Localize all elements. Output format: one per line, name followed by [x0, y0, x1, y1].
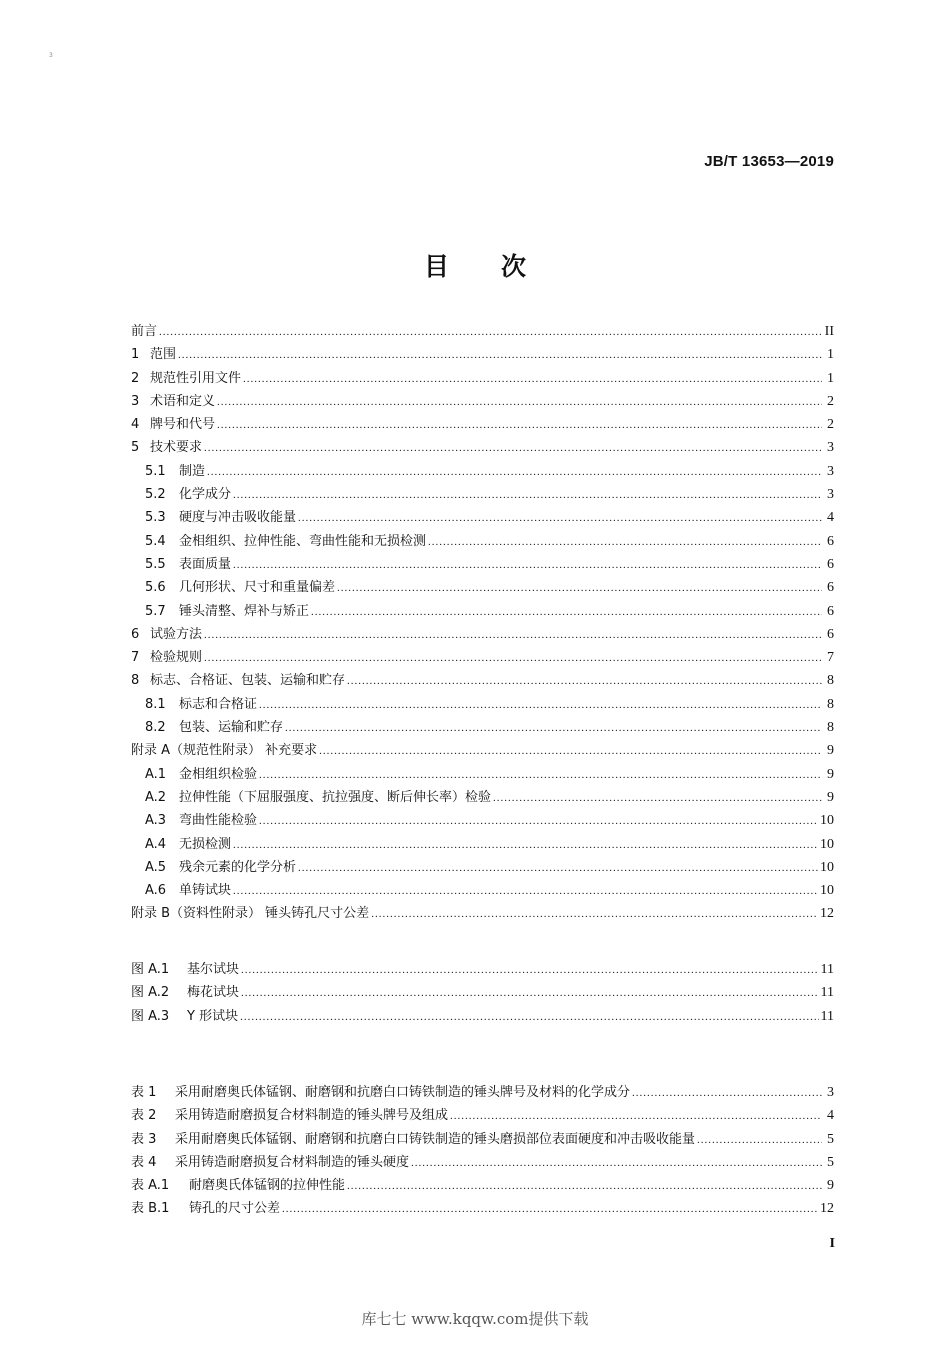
toc-leader-dots [233, 484, 822, 507]
toc-entry-number: 5.2 [145, 487, 166, 503]
toc-entry[interactable] [131, 553, 834, 576]
toc-entry-number: A.4 [145, 836, 167, 852]
toc-entry-number: A.3 [145, 813, 167, 829]
toc-entry-page: 6 [827, 603, 834, 619]
toc-entry[interactable] [131, 856, 834, 879]
toc-entry-label [131, 981, 239, 1004]
toc-entry-label [145, 786, 491, 809]
toc-entry-text: 采用铸造耐磨损复合材料制造的锤头硬度 [175, 1154, 410, 1170]
toc-entry-text: 金相组织、拉伸性能、弯曲性能和无损检测 [179, 533, 427, 549]
toc-entry-text: 前言 [131, 324, 158, 339]
toc-entry-label [131, 902, 369, 925]
toc-entry-text: 术语和定义 [150, 393, 216, 409]
toc-entry-label [145, 576, 335, 599]
toc-entry[interactable] [131, 646, 834, 669]
toc-entry-text: 技术要求 [150, 440, 203, 456]
toc-leader-dots [204, 647, 822, 670]
toc-entry-page: 8 [827, 696, 834, 712]
toc-entry-number: 图 A.2 [131, 985, 170, 1001]
toc-entry-page: 9 [827, 789, 834, 805]
toc-entry-page: 3 [827, 1085, 834, 1100]
toc-leader-dots [347, 1175, 822, 1198]
standard-code: JB/T 13653—2019 [704, 153, 834, 170]
toc-leader-dots [282, 1198, 818, 1221]
toc-entry[interactable] [131, 669, 834, 692]
toc-entry[interactable] [131, 1174, 834, 1197]
toc-entry[interactable] [131, 958, 834, 981]
toc-entry-label [131, 1151, 409, 1174]
toc-entry-text: 几何形状、尺寸和重量偏差 [179, 580, 336, 596]
toc-entry-page: 9 [827, 766, 834, 782]
toc-entry-text: 制造 [179, 463, 206, 479]
toc-entry-number: 2 [131, 370, 140, 386]
toc-entry-label [145, 693, 257, 716]
toc-entry-page: 1 [827, 347, 834, 363]
toc-entry-label [145, 553, 231, 576]
toc-entry-text: 化学成分 [179, 487, 232, 503]
toc-entry[interactable] [131, 483, 834, 506]
toc-entry-page: 10 [820, 859, 834, 875]
toc-leader-dots [428, 531, 822, 554]
toc-entry[interactable] [131, 693, 834, 716]
toc-entry-text: 耐磨奥氏体锰钢的拉伸性能 [189, 1178, 346, 1194]
toc-entry-number: 5 [131, 440, 140, 456]
toc-entry-page: 12 [820, 1201, 834, 1217]
toc-entry[interactable] [131, 1081, 834, 1104]
toc-leader-dots [217, 414, 822, 437]
toc-entry[interactable] [131, 413, 834, 436]
toc-leader-dots [450, 1105, 822, 1128]
toc-leader-dots [178, 344, 822, 367]
toc-leader-dots [259, 764, 822, 787]
toc-entry-label [131, 1174, 345, 1197]
toc-entry-label [131, 1005, 238, 1028]
toc-entry-text: 试验方法 [150, 626, 203, 642]
toc-leader-dots [319, 740, 822, 763]
toc-entry-number: 8.2 [145, 720, 166, 736]
toc-leader-dots [632, 1082, 822, 1105]
toc-entry-number: 表 A.1 [131, 1178, 170, 1194]
toc-entry-text: 标志和合格证 [179, 696, 258, 712]
toc-entry-number: 表 B.1 [131, 1201, 170, 1217]
toc-entry-number: 5.6 [145, 580, 166, 596]
toc-entry[interactable] [131, 320, 834, 343]
toc-leader-dots [493, 787, 822, 810]
toc-entry-number: 表 3 [131, 1131, 157, 1147]
toc-leader-dots [371, 903, 818, 926]
toc-entry[interactable] [131, 530, 834, 553]
toc-leader-dots [697, 1129, 822, 1152]
toc-entry-text: 弯曲性能检验 [179, 813, 258, 829]
toc-entry-label [145, 600, 309, 623]
toc-entry[interactable] [131, 1151, 834, 1174]
toc-entry-label [131, 623, 202, 646]
toc-entry[interactable] [131, 786, 834, 809]
toc-entry-page: 3 [827, 463, 834, 479]
toc-entry-text: 单铸试块 [179, 883, 232, 899]
toc-leader-dots [217, 391, 822, 414]
toc-leader-dots [285, 717, 822, 740]
toc-entry-number: A.6 [145, 883, 167, 899]
toc-entry-label [145, 716, 283, 739]
toc-entry-number: 8.1 [145, 696, 166, 712]
toc-entry-page: 3 [827, 440, 834, 456]
toc-entry[interactable] [131, 506, 834, 529]
toc-entry[interactable] [131, 763, 834, 786]
toc-entry-label [145, 856, 296, 879]
toc-entry-label [145, 833, 231, 856]
toc-entry-page: 5 [827, 1154, 834, 1170]
toc-leader-dots [243, 368, 822, 391]
toc-entry-page: 10 [820, 883, 834, 899]
toc-entry-page: 10 [820, 836, 834, 852]
toc-entry-number: 3 [131, 393, 140, 409]
toc-entry-text: 范围 [150, 347, 177, 363]
toc-entry-page: II [824, 324, 834, 339]
toc-entry-label [145, 879, 231, 902]
toc-entry-text: 铸孔的尺寸公差 [189, 1201, 281, 1217]
toc-entry-page: 9 [827, 1178, 834, 1194]
toc-entry-label [131, 646, 202, 669]
toc-entry-page: 2 [827, 393, 834, 409]
toc-entry[interactable] [131, 436, 834, 459]
toc-entry-text: 采用铸造耐磨损复合材料制造的锤头牌号及组成 [175, 1108, 449, 1124]
toc-entry-label [131, 390, 215, 413]
toc-entry-label [145, 506, 296, 529]
toc-entry-label [131, 1128, 695, 1151]
toc-entry-text: 牌号和代号 [150, 417, 216, 433]
toc-entry[interactable] [131, 343, 834, 366]
toc-leader-dots [233, 880, 818, 903]
toc-entry-number: 表 1 [131, 1085, 157, 1100]
toc-entry-number: A.5 [145, 859, 167, 875]
toc-leader-dots [240, 1006, 818, 1029]
toc-entry[interactable] [131, 1104, 834, 1127]
watermark: 库七七 www.kqqw.com提供下载 [361, 1310, 589, 1328]
toc-entry-text: 拉伸性能（下屈服强度、抗拉强度、断后伸长率）检验 [179, 789, 492, 805]
toc-entry-label [131, 1197, 280, 1220]
toc-entry-text: 金相组织检验 [179, 766, 258, 782]
toc-entry-text: 采用耐磨奥氏体锰钢、耐磨钢和抗磨白口铸铁制造的锤头牌号及材料的化学成分 [175, 1085, 631, 1100]
toc-entry-text: 无损检测 [179, 836, 232, 852]
toc-entry-page: 7 [827, 650, 834, 666]
toc-entry-page: 5 [827, 1131, 834, 1147]
toc-entry-label [145, 809, 257, 832]
toc-entry[interactable] [131, 623, 834, 646]
toc-entry-page: 8 [827, 673, 834, 689]
toc-entry-text: 基尔试块 [187, 962, 240, 977]
toc-figure-list [131, 958, 834, 1028]
toc-entry-page: 9 [827, 743, 834, 759]
toc-entry-label [131, 436, 202, 459]
toc-entry-label [131, 1104, 448, 1127]
corner-mark: 3 [49, 52, 53, 59]
toc-entry-number: 图 A.1 [131, 962, 170, 977]
toc-leader-dots [337, 577, 822, 600]
toc-entry[interactable] [131, 1005, 834, 1028]
toc-main-list [131, 320, 834, 926]
toc-entry[interactable] [131, 981, 834, 1004]
toc-entry-page: 11 [820, 1008, 834, 1024]
toc-entry-text: 锤头清整、焊补与矫正 [179, 603, 310, 619]
toc-entry-text: 梅花试块 [187, 985, 240, 1001]
toc-entry-text: Y 形试块 [187, 1008, 239, 1024]
toc-entry[interactable] [131, 367, 834, 390]
toc-table-list [131, 1081, 834, 1221]
toc-entry-number: 6 [131, 626, 140, 642]
toc-entry[interactable] [131, 716, 834, 739]
toc-entry-label [145, 763, 257, 786]
toc-entry-page: 1 [827, 370, 834, 386]
toc-entry-text: 硬度与冲击吸收能量 [179, 510, 297, 526]
toc-entry[interactable] [131, 879, 834, 902]
toc-entry-number: 5.1 [145, 463, 166, 479]
toc-entry[interactable] [131, 902, 834, 925]
toc-entry[interactable] [131, 390, 834, 413]
toc-entry-label [145, 530, 426, 553]
toc-entry-page: 11 [820, 985, 834, 1001]
toc-leader-dots [298, 507, 822, 530]
toc-entry-page: 11 [820, 962, 834, 977]
toc-entry-number: 5.7 [145, 603, 166, 619]
toc-entry-page: 8 [827, 720, 834, 736]
toc-entry[interactable] [131, 809, 834, 832]
toc-entry[interactable] [131, 600, 834, 623]
page-title: 目次 [423, 252, 578, 281]
toc-entry-text: 标志、合格证、包装、运输和贮存 [150, 673, 346, 689]
toc-entry-text: 采用耐磨奥氏体锰钢、耐磨钢和抗磨白口铸铁制造的锤头磨损部位表面硬度和冲击吸收能量 [175, 1131, 696, 1147]
toc-entry-number: 7 [131, 650, 140, 666]
toc-entry-number: 5.5 [145, 556, 166, 572]
toc-entry[interactable] [131, 460, 834, 483]
toc-entry-number: A.1 [145, 766, 167, 782]
toc-entry-text: 附录 A（规范性附录） 补充要求 [131, 743, 318, 759]
toc-leader-dots [347, 670, 822, 693]
toc-entry-page: 6 [827, 533, 834, 549]
toc-leader-dots [259, 694, 822, 717]
toc-leader-dots [233, 554, 822, 577]
toc-entry-label [131, 739, 317, 762]
toc-entry-number: 5.4 [145, 533, 166, 549]
toc-entry-page: 6 [827, 556, 834, 572]
toc-entry-page: 10 [820, 813, 834, 829]
toc-entry-label [131, 669, 345, 692]
toc-entry-label [131, 958, 239, 981]
toc-leader-dots [259, 810, 818, 833]
toc-entry[interactable] [131, 576, 834, 599]
toc-entry-label [131, 413, 215, 436]
toc-entry-page: 3 [827, 487, 834, 503]
toc-entry-text: 规范性引用文件 [150, 370, 242, 386]
toc-entry-label [131, 367, 241, 390]
toc-leader-dots [159, 321, 822, 344]
toc-entry[interactable] [131, 739, 834, 762]
toc-entry-label [145, 460, 205, 483]
toc-entry-number: 4 [131, 417, 140, 433]
toc-leader-dots [411, 1152, 822, 1175]
toc-entry[interactable] [131, 1197, 834, 1220]
toc-entry-text: 包装、运输和贮存 [179, 720, 284, 736]
toc-leader-dots [241, 959, 819, 982]
toc-entry-text: 表面质量 [179, 556, 232, 572]
toc-entry-text: 残余元素的化学分析 [179, 859, 297, 875]
toc-leader-dots [298, 857, 818, 880]
toc-entry-text: 附录 B（资料性附录） 锤头铸孔尺寸公差 [131, 906, 370, 922]
toc-entry-page: 12 [820, 906, 834, 922]
toc-entry[interactable] [131, 833, 834, 856]
toc-entry-page: 2 [827, 417, 834, 433]
toc-leader-dots [207, 461, 822, 484]
toc-leader-dots [204, 624, 822, 647]
toc-entry-label [131, 1081, 630, 1104]
toc-entry-label [131, 320, 157, 343]
toc-leader-dots [233, 834, 818, 857]
toc-entry[interactable] [131, 1128, 834, 1151]
toc-leader-dots [311, 601, 822, 624]
toc-entry-number: A.2 [145, 789, 167, 805]
toc-entry-page: 4 [827, 510, 834, 526]
toc-entry-number: 1 [131, 347, 140, 363]
toc-entry-number: 8 [131, 673, 140, 689]
toc-entry-text: 检验规则 [150, 650, 203, 666]
toc-entry-label [145, 483, 231, 506]
toc-entry-number: 表 2 [131, 1108, 157, 1124]
toc-leader-dots [241, 982, 819, 1005]
toc-entry-number: 图 A.3 [131, 1008, 170, 1024]
toc-entry-label [131, 343, 176, 366]
toc-leader-dots [204, 437, 822, 460]
toc-entry-page: 6 [827, 580, 834, 596]
toc-entry-number: 5.3 [145, 510, 166, 526]
toc-entry-number: 表 4 [131, 1154, 157, 1170]
toc-entry-page: 4 [827, 1108, 834, 1124]
toc-entry-page: 6 [827, 626, 834, 642]
page-number: I [829, 1236, 835, 1251]
